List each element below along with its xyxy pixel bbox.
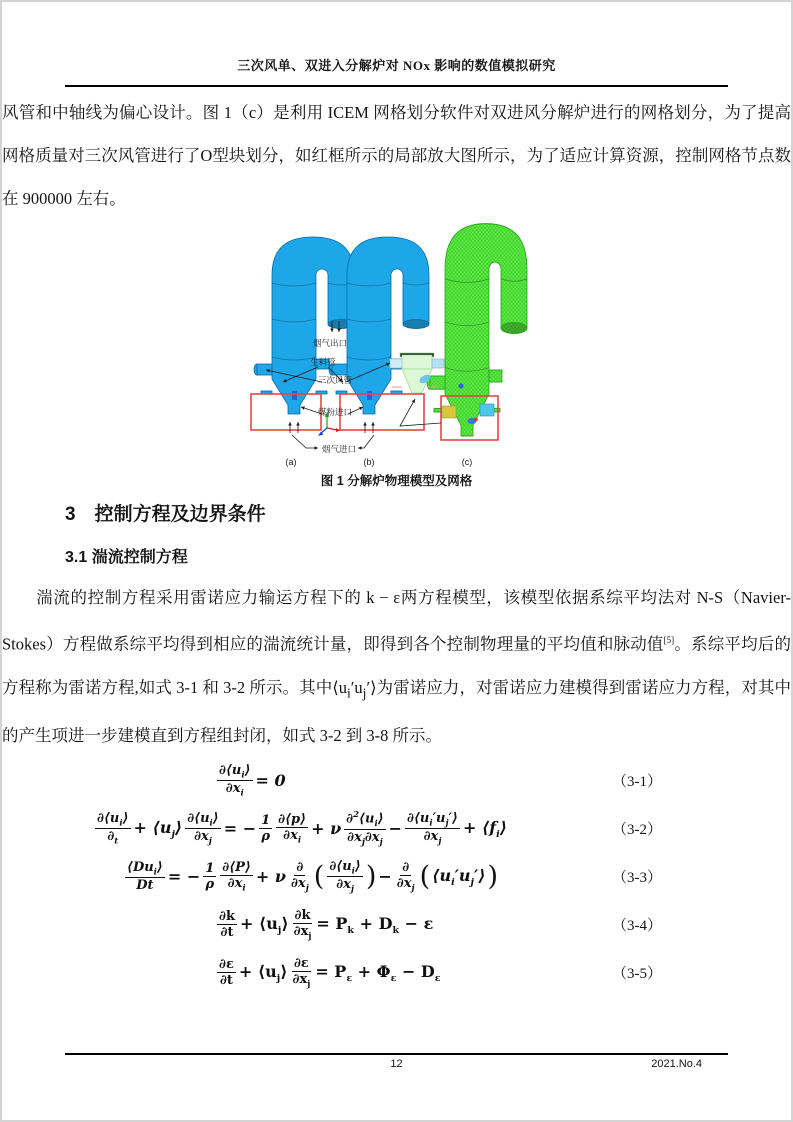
inlet-stub-cyan (480, 404, 494, 416)
equation-3: $\frac{⟨Du_i⟩}{Dt}$ = − $\frac{1}{\rho}$ $\frac{\partial⟨P⟩}{\partial x_i}$ + ν $\frac{\partial}{\partial x_j}$ ( $\frac{\partial⟨u_i⟩}{\partial x_j}$ ) − $\frac{\partial}{\partial x_j}$ ( $⟨u_i'u_j'⟩$ ) (127, 858, 499, 895)
equation-row-1 (65, 757, 728, 805)
equation-number-4: （3-4） (612, 918, 662, 935)
equation-2: $\frac{\partial⟨u_i⟩}{\partial_t}$ + $⟨u_j⟩$ $\frac{\partial⟨u_i⟩}{\partial x_j}$ = − $\frac{1}{\rho}$ $\frac{\partial⟨p⟩}{\partial x_i}$ + ν $\frac{\partial^2⟨u_i⟩}{\partial x_j\partial x_j}$ − $\frac{\partial⟨u_i'u_j'⟩}{\partial x_j}$ + $⟨f_i⟩$ (97, 809, 508, 848)
page-number: 12 (390, 1058, 403, 1070)
running-title: 三次风单、双进入分解炉对 NOx 影响的数值模拟研究 (237, 58, 556, 73)
figure-caption: 图 1 分解炉物理模型及网格 (320, 474, 473, 488)
equation-row-4 (65, 901, 728, 949)
equation-number-3: （3-3） (612, 870, 662, 887)
subfigure-label-a: (a) (285, 457, 297, 467)
marker-dot-blue (459, 384, 464, 389)
subfigure-label-b: (b) (363, 457, 375, 467)
header-rule (65, 85, 728, 87)
feed-pipe-a (292, 391, 297, 400)
subfigure-label-c: (c) (461, 457, 473, 467)
label-flue-gas-outlet: 烟气出口 (312, 338, 348, 348)
furnace-model-c-mesh (427, 224, 527, 436)
equation-block (65, 757, 728, 997)
figure-1 (65, 221, 728, 489)
equation-number-2: （3-2） (612, 822, 662, 839)
paragraph-2: 湍流的控制方程采用雷诺应力输运方程下的 k − ε两方程模型，该模型依据系综平均法对 N-S（Navier-Stokes）方程做系综平均得到相应的湍流统计量，即得到各个控制物理量的平均值和脉动值[5]。系综平均后的方程称为雷诺方程,如式 3-1 和 3-2 所示。其中$⟨u_i'u_j'⟩$为雷诺应力，对雷诺应力建模得到雷诺应力方程，对其中的产生项进一步建模直到方程组封闭，如式 3-2 到 3-8 所示。 (2, 588, 792, 745)
page-footer (65, 1053, 728, 1075)
label-raw-meal-pipe: 生料管 (310, 357, 336, 367)
equation-number-1: （3-1） (612, 774, 662, 791)
equation-row-2 (65, 805, 728, 853)
inset-zoom-arrow (400, 399, 441, 426)
equation-number-5: （3-5） (612, 966, 662, 983)
section-heading: 3 控制方程及边界条件 (65, 504, 266, 525)
label-coal-inlet: 煤粉进口 (317, 407, 353, 417)
equation-4: $\frac{\partial k}{\partial t}$ + $⟨u_j⟩$ $\frac{\partial k}{\partial x_j}$ = $P_k + D_k - \varepsilon$ (219, 907, 434, 942)
equation-row-5 (65, 949, 728, 997)
equation-row-3 (65, 853, 728, 901)
equation-1: $\frac{\partial⟨u_i⟩}{\partial x_i}$ = 0 (219, 762, 286, 799)
label-tertiary-air-duct: 三次风管 (317, 375, 353, 385)
subsection-heading: 3.1 湍流控制方程 (65, 549, 188, 566)
figure-1-image (224, 221, 569, 471)
inlet-stub-yellow (442, 406, 456, 418)
marker-dot-red (474, 418, 478, 422)
page-header (65, 2, 728, 87)
issue-label: 2021.No.4 (651, 1058, 702, 1070)
feed-pipe-b (367, 391, 372, 400)
paragraph-1: 风管和中轴线为偏心设计。图 1（c）是利用 ICEM 网格划分软件对双进风分解炉进行的网格划分，为了提高网格质量对三次风管进行了O型块划分，如红框所示的局部放大图所示，为了适应计算资源，控制网格节点数在 900000 左右。 (2, 103, 791, 208)
equation-5: $\frac{\partial\varepsilon}{\partial t}$ + $⟨u_j⟩$ $\frac{\partial\varepsilon}{\partial x_j}$ = $P_\varepsilon + \Phi_\varepsilon - D_\varepsilon$ (219, 955, 441, 990)
label-flue-gas-inlet: 烟气进口 (321, 444, 357, 454)
